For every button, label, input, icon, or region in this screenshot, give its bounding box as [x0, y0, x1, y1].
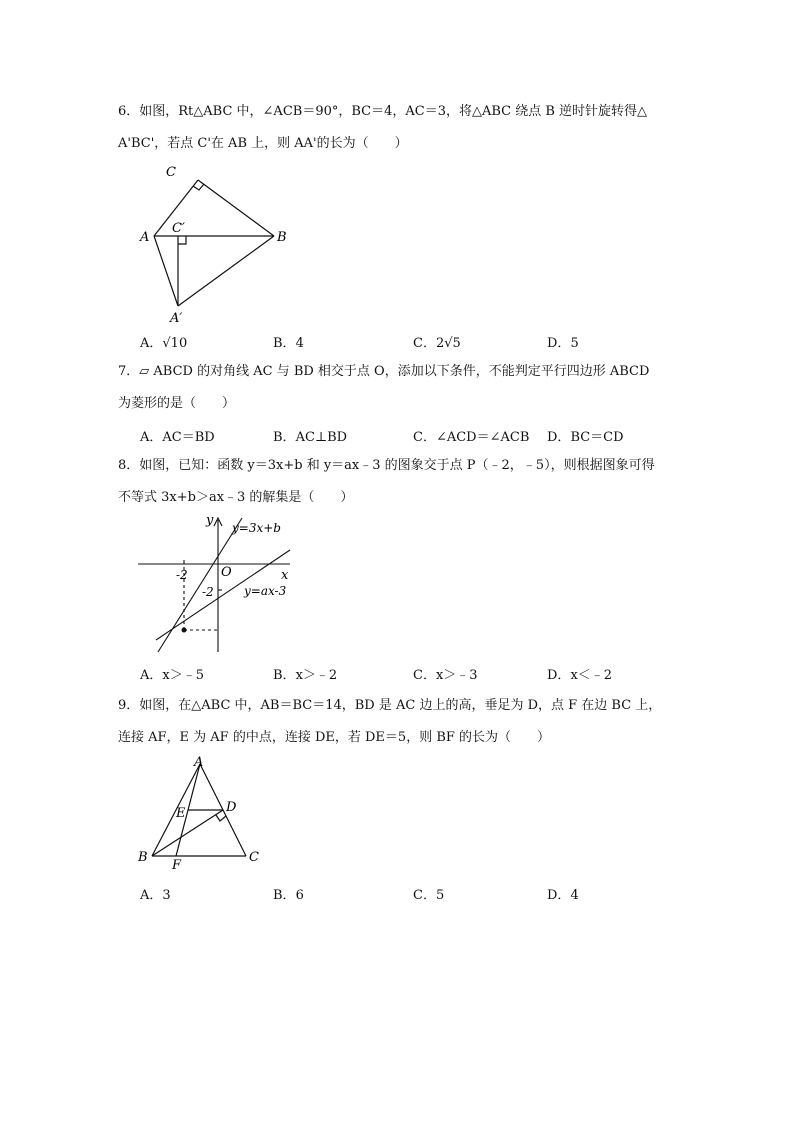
- segment-a1b: [178, 236, 274, 306]
- option-b[interactable]: B．AC⊥BD: [273, 430, 348, 445]
- question-9-options: [140, 884, 700, 908]
- question-8: [118, 450, 678, 514]
- question-9: [118, 690, 678, 754]
- option-b-value: AC⊥BD: [295, 430, 348, 445]
- question-9-line-2: 连接 AF，E 为 AF 的中点，连接 DE，若 DE＝5，则 BF 的长为（ ）: [118, 730, 551, 745]
- line-y-3x-b: [158, 518, 242, 652]
- option-c-value: 5: [435, 888, 445, 903]
- label-c: C: [249, 850, 259, 865]
- label-b: B: [138, 850, 148, 865]
- question-6: [118, 96, 678, 160]
- option-b-value: 4: [295, 336, 304, 351]
- option-d-value: 5: [570, 336, 579, 351]
- label-c-prime: C′: [172, 221, 185, 236]
- question-6-figure: [130, 158, 300, 328]
- option-c[interactable]: C．∠ACD＝∠ACB: [413, 430, 530, 445]
- question-8-line-2: 不等式 3x+b＞ax﹣3 的解集是（ ）: [118, 490, 354, 505]
- option-a-value: AC＝BD: [162, 430, 215, 445]
- option-a[interactable]: A．√10: [140, 336, 188, 351]
- label-x: x: [281, 568, 289, 583]
- option-b[interactable]: B．x＞﹣2: [273, 668, 338, 683]
- label-b: B: [277, 230, 287, 245]
- option-b-value: 6: [295, 888, 304, 903]
- option-a[interactable]: A．x＞﹣5: [140, 668, 204, 683]
- label-a: A: [140, 230, 150, 245]
- label-y-tick: -2: [202, 585, 214, 599]
- option-d[interactable]: D．BC＝CD: [547, 430, 624, 445]
- label-a-prime: A′: [170, 311, 183, 326]
- question-6-options: [140, 332, 700, 356]
- option-d-value: BC＝CD: [570, 430, 624, 445]
- question-8-options: [140, 664, 700, 688]
- label-c: C: [166, 165, 176, 180]
- question-9-figure: [134, 752, 274, 872]
- option-a-value: x＞﹣5: [162, 668, 204, 683]
- right-angle-mark-c1: [178, 236, 186, 244]
- option-c[interactable]: C．2√5: [413, 336, 461, 351]
- segment-cb: [198, 180, 274, 236]
- option-a-value: √10: [162, 336, 188, 351]
- question-8-figure: [136, 512, 306, 657]
- intersection-point: [182, 628, 187, 633]
- option-a[interactable]: A．AC＝BD: [140, 430, 215, 445]
- label-line-2: y=ax-3: [244, 584, 287, 598]
- question-7-line-2: 为菱形的是（ ）: [118, 396, 236, 411]
- option-d-value: 4: [570, 888, 579, 903]
- label-x-tick: -2: [176, 568, 188, 582]
- question-7-options: [140, 426, 700, 450]
- option-b-value: x＞﹣2: [295, 668, 338, 683]
- label-f: F: [172, 858, 182, 872]
- question-8-line-1: 8．如图，已知：函数 y＝3x+b 和 y＝ax﹣3 的图象交于点 P（﹣2，﹣5），则根据图象可得: [118, 458, 655, 473]
- label-o: O: [221, 565, 232, 580]
- segment-bd: [152, 810, 223, 856]
- label-y: y: [206, 513, 214, 528]
- option-d[interactable]: D．5: [547, 336, 579, 351]
- option-d-value: x＜﹣2: [570, 668, 613, 683]
- question-7-line-1: 7．▱ ABCD 的对角线 AC 与 BD 相交于点 O，添加以下条件，不能判定平行四边形 ABCD: [118, 364, 650, 379]
- option-b[interactable]: B．6: [273, 888, 304, 903]
- option-c-value: ∠ACD＝∠ACB: [435, 430, 530, 445]
- option-d[interactable]: D．x＜﹣2: [547, 668, 613, 683]
- option-d[interactable]: D．4: [547, 888, 579, 903]
- option-a[interactable]: A．3: [140, 888, 171, 903]
- label-d: D: [226, 800, 237, 815]
- option-b[interactable]: B．4: [273, 336, 304, 351]
- segment-aa1: [154, 236, 178, 306]
- option-c-value: 2√5: [435, 336, 461, 351]
- right-angle-mark-d: [216, 815, 226, 821]
- label-e: E: [176, 806, 186, 821]
- question-6-line-1: 6．如图，Rt△ABC 中，∠ACB＝90°，BC＝4，AC＝3，将△ABC 绕点 B 逆时针旋转得△: [118, 104, 648, 119]
- option-c[interactable]: C．x＞﹣3: [413, 668, 478, 683]
- option-c[interactable]: C．5: [413, 888, 445, 903]
- label-line-1: y=3x+b: [232, 521, 281, 535]
- question-9-line-1: 9．如图，在△ABC 中，AB＝BC＝14，BD 是 AC 边上的高，垂足为 D，点 F 在边 BC 上，: [118, 698, 662, 713]
- label-a: A: [194, 755, 204, 770]
- question-7: [118, 356, 678, 420]
- question-6-line-2: A'BC'，若点 C'在 AB 上，则 AA'的长为（ ）: [118, 136, 408, 151]
- option-c-value: x＞﹣3: [435, 668, 478, 683]
- option-a-value: 3: [162, 888, 171, 903]
